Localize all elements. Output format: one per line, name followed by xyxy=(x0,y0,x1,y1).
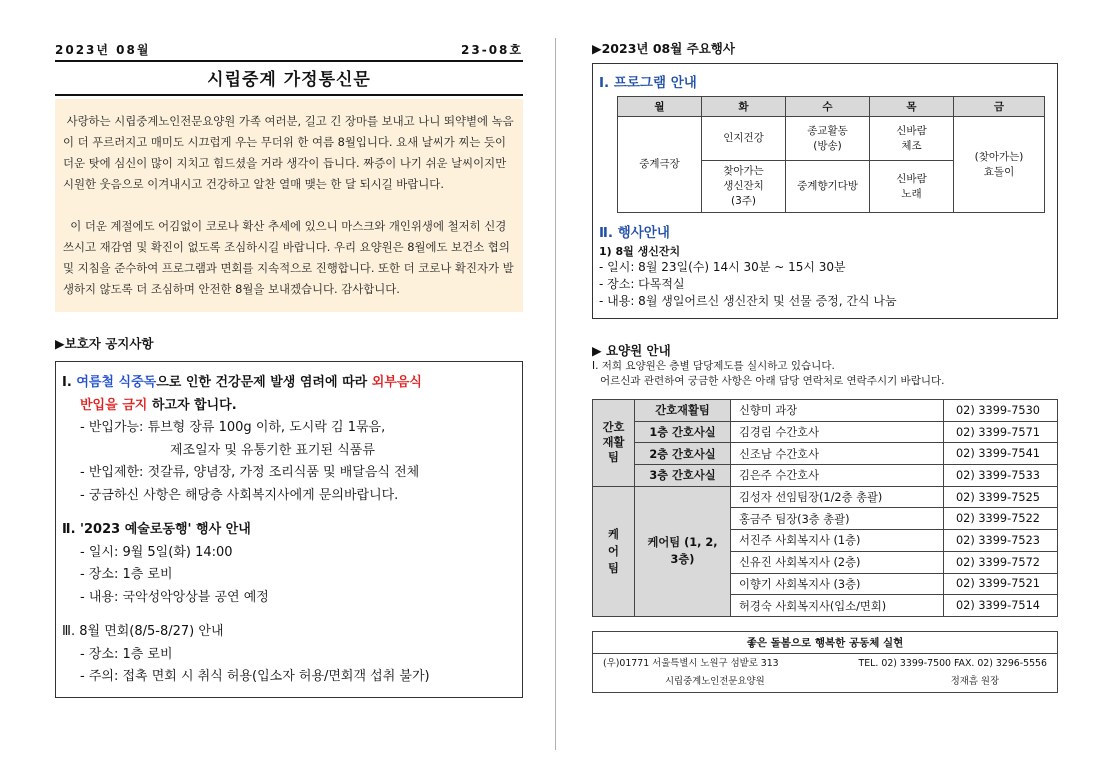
staff-name: 신향미 과장 xyxy=(731,400,944,422)
team-cell: 2층 간호사실 xyxy=(635,443,731,465)
day-header: 화 xyxy=(702,97,786,117)
notice-section-1-title: Ⅰ. 여름철 식중독으로 인한 건강문제 발생 염려에 따라 외부음식 xyxy=(62,375,422,390)
issue-date: 2023년 08월 xyxy=(55,43,151,57)
event-line: - 일시: 8월 23일(수) 14시 30분 ~ 15시 30분 xyxy=(599,260,846,274)
footer-address-row xyxy=(593,654,1057,673)
events-box xyxy=(592,63,1058,319)
program-title: Ⅰ. 프로그램 안내 xyxy=(599,75,697,91)
notice-line: - 반입가능: 튜브형 장류 100g 이하, 도시락 김 1묶음, xyxy=(80,420,386,435)
nurse-group-label: 간호 재활 팀 xyxy=(593,400,635,487)
event-title: Ⅱ. 행사안내 xyxy=(599,225,670,241)
staff-phone: 02) 3399-7523 xyxy=(944,530,1058,552)
day-header: 월 xyxy=(618,97,702,117)
care-team-label: 케어팀 (1, 2, 3층) xyxy=(635,486,731,616)
staff-name: 이향기 사회복지사 (3층) xyxy=(731,573,944,595)
staff-phone: 02) 3399-7571 xyxy=(944,421,1058,443)
event-line: - 장소: 다목적실 xyxy=(599,277,685,291)
staff-phone: 02) 3399-7533 xyxy=(944,465,1058,487)
notice-line: 제조일자 및 유통기한 표기된 식품류 xyxy=(170,442,375,458)
program-cell: 종교활동 (방송) xyxy=(786,117,870,161)
staff-phone: 02) 3399-7572 xyxy=(944,551,1058,573)
staff-name: 김경림 수간호사 xyxy=(731,421,944,443)
notice-line: - 반입제한: 젓갈류, 양념장, 가정 조리식품 및 배달음식 전체 xyxy=(80,465,420,480)
footer-address: (우)01771 서울특별시 노원구 섬밭로 313 xyxy=(603,657,779,669)
staff-phone: 02) 3399-7521 xyxy=(944,573,1058,595)
event-line: - 내용: 8월 생일어르신 생신잔치 및 선물 증정, 간식 나눔 xyxy=(599,294,897,308)
program-cell: 중계향기다방 xyxy=(786,161,870,213)
greeting-box xyxy=(55,99,523,312)
notice-line: - 일시: 9월 5일(화) 14:00 xyxy=(80,544,233,560)
program-cell: 신바람 노래 xyxy=(870,161,954,213)
care-intro: 어르신과 관련하여 궁금한 사항은 아래 담당 연락처로 연락주시기 바랍니다. xyxy=(600,375,945,387)
staff-name: 신유진 사회복지사 (2층) xyxy=(731,551,944,573)
footer-contact: TEL. 02) 3399-7500 FAX. 02) 3296-5556 xyxy=(858,657,1047,669)
page-title: 시립중계 가정통신문 xyxy=(207,70,371,90)
staff-name: 김은주 수간호사 xyxy=(731,465,944,487)
notice-box xyxy=(55,361,523,698)
table-row xyxy=(593,400,1058,422)
table-row xyxy=(593,421,1058,443)
staff-contact-table xyxy=(592,399,1058,617)
notice-section-2-title: Ⅱ. '2023 예술로동행' 행사 안내 xyxy=(62,522,251,537)
notice-line: - 장소: 1층 로비 xyxy=(80,567,173,582)
table-row xyxy=(593,486,1058,508)
left-column xyxy=(55,40,523,698)
program-cell: 인지건강 xyxy=(702,117,786,161)
day-header: 수 xyxy=(786,97,870,117)
footer-director: 정재흠 원장 xyxy=(950,675,999,687)
staff-name: 신조남 수간호사 xyxy=(731,443,944,465)
program-cell: (찾아가는) 효돌이 xyxy=(954,117,1045,213)
program-table xyxy=(617,96,1045,213)
team-cell: 1층 간호사실 xyxy=(635,421,731,443)
staff-name: 김성자 선임팀장(1/2층 총괄) xyxy=(731,486,944,508)
staff-phone: 02) 3399-7514 xyxy=(944,595,1058,617)
team-cell: 3층 간호사실 xyxy=(635,465,731,487)
care-heading: ▶ 요양원 안내 xyxy=(592,343,671,358)
greeting-paragraph-1: 사랑하는 시립중계노인전문요양원 가족 여러분, 길고 긴 장마를 보내고 나니 뙤약볕에 녹음이 더 푸르러지고 매미도 시끄럽게 우는 무더위 한 여름 8월입니다. 요새 날씨가 찌는 듯이 더운 탓에 심신이 많이 지치고 힘드셨을 거라 생각이 듭니다. 짜증이 나기 쉬운 날씨이지만 시원한 웃음으로 이겨내시고 건강하고 알찬 열매 맺는 한 달 되시길 바랍니다. xyxy=(63,114,514,191)
staff-phone: 02) 3399-7541 xyxy=(944,443,1058,465)
issue-number: 23-08호 xyxy=(461,43,523,57)
right-column xyxy=(592,40,1058,693)
notice-section-3-title: Ⅲ. 8월 면회(8/5-8/27) 안내 xyxy=(62,624,224,639)
program-cell: 중계극장 xyxy=(618,117,702,213)
notice-heading: ▶보호자 공지사항 xyxy=(55,336,154,351)
staff-phone: 02) 3399-7530 xyxy=(944,400,1058,422)
notice-line: - 주의: 접촉 면회 시 취식 허용(입소자 허용/면회객 섭취 불가) xyxy=(80,669,430,684)
notice-section-1-title-cont: 반입을 금지 하고자 합니다. xyxy=(80,397,237,413)
event-subtitle: 1) 8월 생신잔치 xyxy=(599,245,681,258)
notice-line: - 궁금하신 사항은 해당층 사회복지사에게 문의바랍니다. xyxy=(80,487,399,503)
staff-name: 서진주 사회복지사 (1층) xyxy=(731,530,944,552)
team-cell: 간호재활팀 xyxy=(635,400,731,422)
newsletter-header xyxy=(55,40,523,60)
care-group-label: 케 어 팀 xyxy=(593,486,635,616)
staff-name: 홍금주 팀장(3층 총괄) xyxy=(731,508,944,530)
footer-org: 시립중계노인전문요양원 xyxy=(665,675,765,687)
column-divider xyxy=(555,38,556,750)
footer-org-row xyxy=(593,673,1057,692)
footer-slogan: 좋은 돌봄으로 행복한 공동체 실현 xyxy=(593,632,1057,654)
events-heading: ▶2023년 08월 주요행사 xyxy=(592,41,735,56)
greeting-paragraph-2: 이 더운 계절에도 어김없이 코로나 확산 추세에 있으니 마스크와 개인위생에 철저히 신경 쓰시고 재감염 및 확진이 없도록 조심하시길 바랍니다. 우리 요양원은 8월에도 보건소 협의 및 지침을 준수하여 프로그램과 면회를 지속적으로 진행합니다. 또한 더 코로나 확진자가 발생하지 않도록 더 조심하며 안전한 8월을 보내겠습니다. 감사합니다. xyxy=(63,219,514,296)
table-row xyxy=(593,443,1058,465)
day-header: 목 xyxy=(870,97,954,117)
staff-phone: 02) 3399-7522 xyxy=(944,508,1058,530)
notice-line: - 장소: 1층 로비 xyxy=(80,646,173,662)
program-cell: 신바람 체조 xyxy=(870,117,954,161)
care-intro: Ⅰ. 저희 요양원은 층별 담당제도를 실시하고 있습니다. xyxy=(592,360,835,372)
program-cell: 찾아가는 생신잔치 (3주) xyxy=(702,161,786,213)
title-rule xyxy=(55,94,523,96)
day-header: 금 xyxy=(954,97,1045,117)
table-row xyxy=(593,465,1058,487)
footer-box xyxy=(592,631,1058,693)
staff-name: 허경숙 사회복지사(입소/면회) xyxy=(731,595,944,617)
staff-phone: 02) 3399-7525 xyxy=(944,486,1058,508)
notice-line: - 내용: 국악성악앙상블 공연 예정 xyxy=(80,589,269,605)
